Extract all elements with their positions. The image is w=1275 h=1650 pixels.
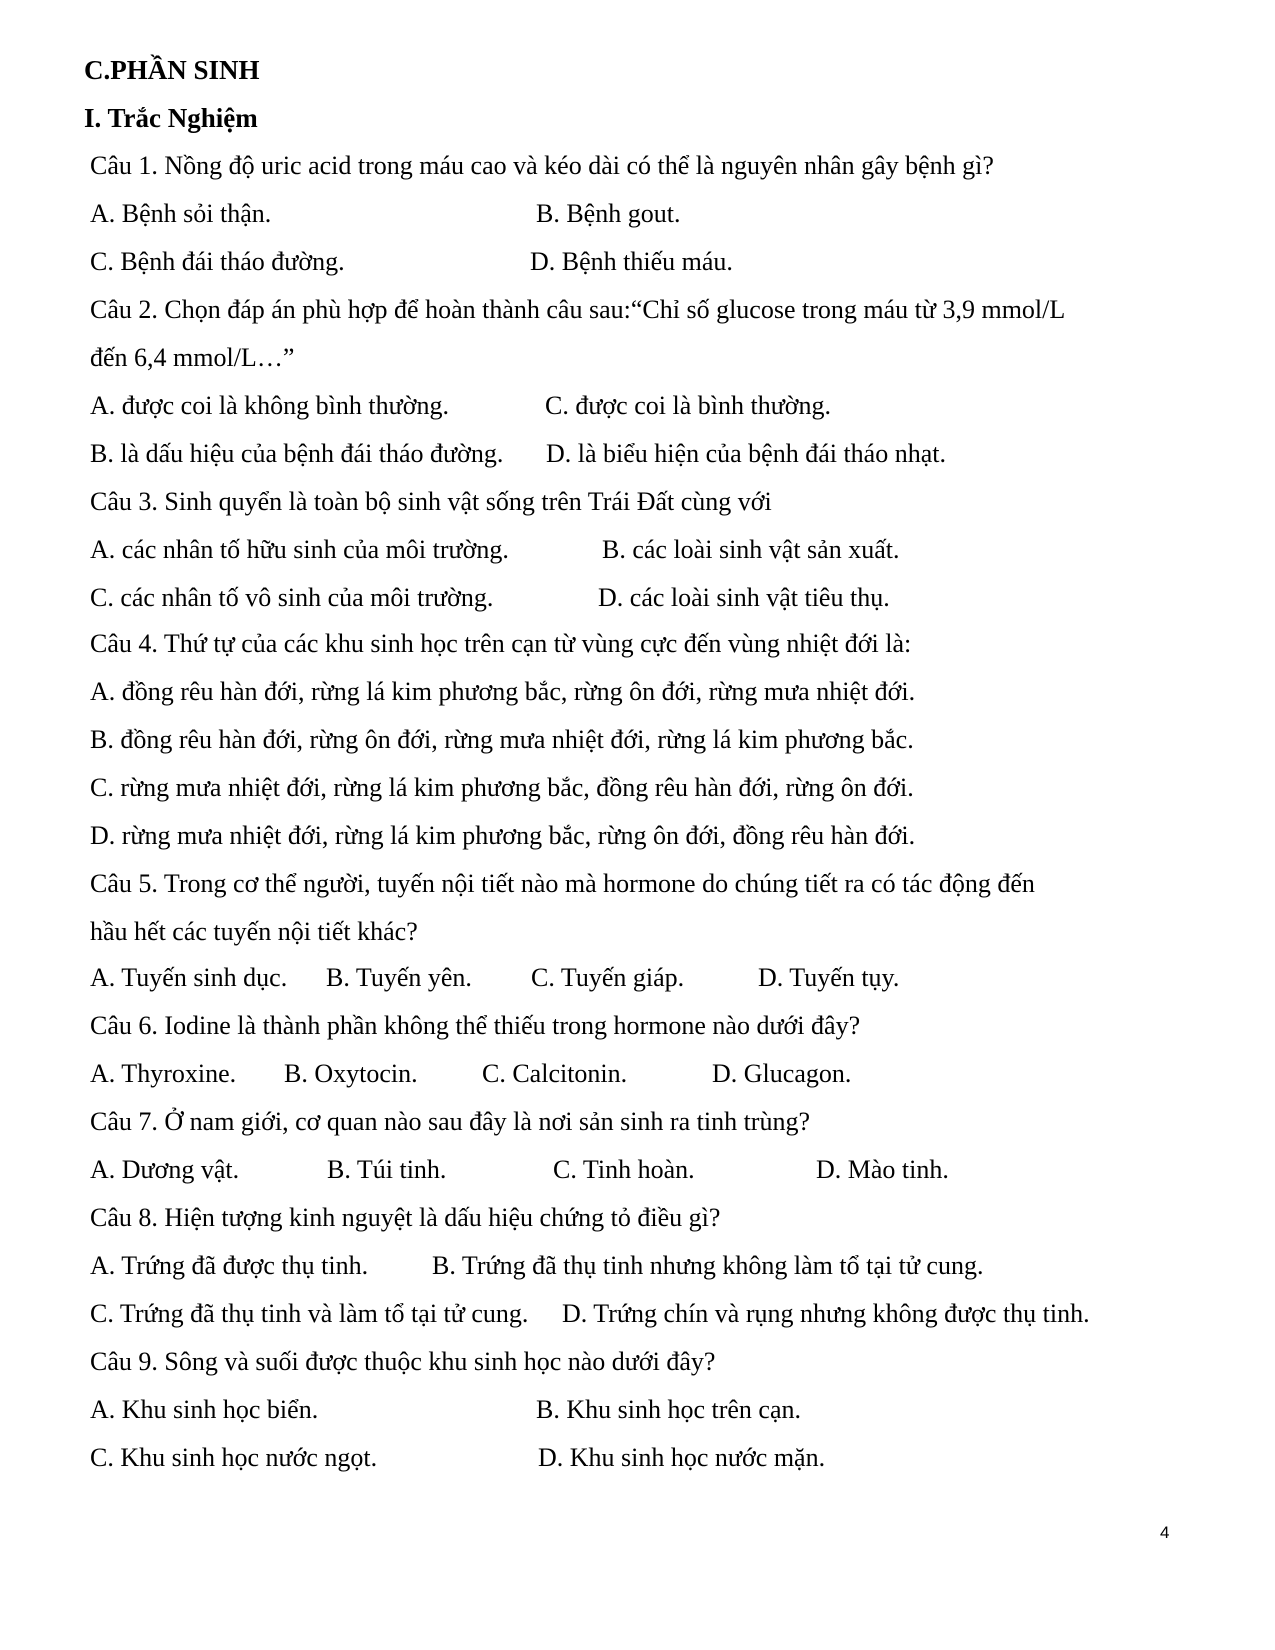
q1-option-a: A. Bệnh sỏi thận. bbox=[90, 199, 272, 228]
q8-option-b: B. Trứng đã thụ tinh nhưng không làm tổ tại tử cung. bbox=[432, 1251, 984, 1280]
part-heading: I. Trắc Nghiệm bbox=[84, 103, 258, 133]
q5-option-c: C. Tuyến giáp. bbox=[531, 963, 685, 992]
q7-option-b: B. Túi tinh. bbox=[327, 1155, 447, 1184]
question-5-continued: hầu hết các tuyến nội tiết khác? bbox=[90, 917, 418, 946]
q9-option-c: C. Khu sinh học nước ngọt. bbox=[90, 1443, 378, 1472]
q7-option-a: A. Dương vật. bbox=[90, 1155, 240, 1184]
q3-option-d: D. các loài sinh vật tiêu thụ. bbox=[598, 583, 890, 612]
q2-option-c: C. được coi là bình thường. bbox=[545, 391, 832, 420]
question-8: Câu 8. Hiện tượng kinh nguyệt là dấu hiệu chứng tỏ điều gì? bbox=[90, 1203, 721, 1232]
q4-option-a: A. đồng rêu hàn đới, rừng lá kim phương bắc, rừng ôn đới, rừng mưa nhiệt đới. bbox=[90, 677, 916, 706]
question-4: Câu 4. Thứ tự của các khu sinh học trên cạn từ vùng cực đến vùng nhiệt đới là: bbox=[90, 629, 912, 658]
q3-option-c: C. các nhân tố vô sinh của môi trường. bbox=[90, 583, 494, 612]
q2-option-d: D. là biểu hiện của bệnh đái tháo nhạt. bbox=[546, 439, 946, 468]
q7-option-d: D. Mào tinh. bbox=[816, 1155, 949, 1184]
q6-option-b: B. Oxytocin. bbox=[284, 1059, 418, 1088]
question-6: Câu 6. Iodine là thành phần không thể thiếu trong hormone nào dưới đây? bbox=[90, 1011, 861, 1040]
q9-option-b: B. Khu sinh học trên cạn. bbox=[536, 1395, 802, 1424]
q6-option-a: A. Thyroxine. bbox=[90, 1059, 237, 1088]
q3-option-b: B. các loài sinh vật sản xuất. bbox=[602, 535, 900, 564]
question-5: Câu 5. Trong cơ thể người, tuyến nội tiết nào mà hormone do chúng tiết ra có tác động đến bbox=[90, 869, 1035, 898]
q1-option-b: B. Bệnh gout. bbox=[536, 199, 681, 228]
page-number: 4 bbox=[1160, 1523, 1170, 1542]
q8-option-a: A. Trứng đã được thụ tinh. bbox=[90, 1251, 369, 1280]
q5-option-a: A. Tuyến sinh dục. bbox=[90, 963, 288, 992]
q8-option-d: D. Trứng chín và rụng nhưng không được thụ tinh. bbox=[562, 1299, 1090, 1328]
question-3: Câu 3. Sinh quyển là toàn bộ sinh vật sống trên Trái Đất cùng với bbox=[90, 487, 772, 516]
q2-option-b: B. là dấu hiệu của bệnh đái tháo đường. bbox=[90, 439, 504, 468]
question-1: Câu 1. Nồng độ uric acid trong máu cao và kéo dài có thể là nguyên nhân gây bệnh gì? bbox=[90, 151, 994, 180]
q1-option-d: D. Bệnh thiếu máu. bbox=[530, 247, 733, 276]
q6-option-c: C. Calcitonin. bbox=[482, 1059, 628, 1088]
q9-option-a: A. Khu sinh học biển. bbox=[90, 1395, 319, 1424]
q1-option-c: C. Bệnh đái tháo đường. bbox=[90, 247, 345, 276]
q7-option-c: C. Tinh hoàn. bbox=[553, 1155, 695, 1184]
q3-option-a: A. các nhân tố hữu sinh của môi trường. bbox=[90, 535, 509, 564]
question-9: Câu 9. Sông và suối được thuộc khu sinh học nào dưới đây? bbox=[90, 1347, 716, 1376]
section-heading: C.PHẦN SINH bbox=[84, 55, 260, 85]
q5-option-b: B. Tuyến yên. bbox=[326, 963, 472, 992]
q4-option-c: C. rừng mưa nhiệt đới, rừng lá kim phương bắc, đồng rêu hàn đới, rừng ôn đới. bbox=[90, 773, 914, 802]
q2-option-a: A. được coi là không bình thường. bbox=[90, 391, 449, 420]
question-2-continued: đến 6,4 mmol/L…” bbox=[90, 343, 295, 372]
question-7: Câu 7. Ở nam giới, cơ quan nào sau đây là nơi sản sinh ra tinh trùng? bbox=[90, 1107, 810, 1136]
q8-option-c: C. Trứng đã thụ tinh và làm tổ tại tử cung. bbox=[90, 1299, 529, 1328]
q4-option-b: B. đồng rêu hàn đới, rừng ôn đới, rừng mưa nhiệt đới, rừng lá kim phương bắc. bbox=[90, 725, 914, 754]
q4-option-d: D. rừng mưa nhiệt đới, rừng lá kim phương bắc, rừng ôn đới, đồng rêu hàn đới. bbox=[90, 821, 916, 850]
q5-option-d: D. Tuyến tụy. bbox=[758, 963, 900, 992]
q6-option-d: D. Glucagon. bbox=[712, 1059, 852, 1088]
question-2: Câu 2. Chọn đáp án phù hợp để hoàn thành câu sau:“Chỉ số glucose trong máu từ 3,9 mmol/L bbox=[90, 295, 1066, 324]
q9-option-d: D. Khu sinh học nước mặn. bbox=[538, 1443, 826, 1472]
